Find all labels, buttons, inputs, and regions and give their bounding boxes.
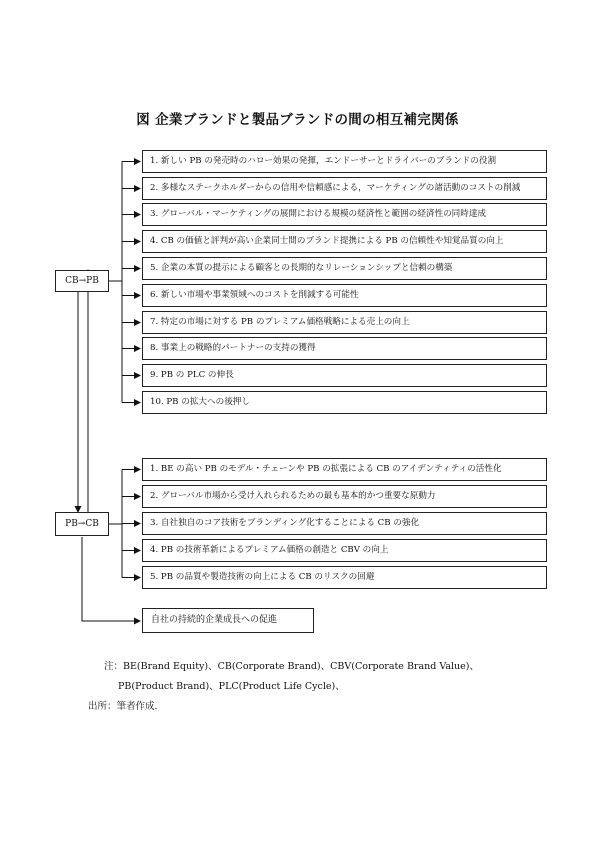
pb-to-cb-label: PB→CB: [65, 519, 99, 529]
pb-item-1: 1. BE の高い PB のモデル・チェーンや PB の拡張による CB のアイデンティティの活性化: [142, 458, 547, 481]
source-note: 出所：筆者作成.: [88, 701, 158, 712]
cb-item-7: 7. 特定の市場に対する PB のプレミアム価格戦略による売上の向上: [142, 311, 547, 334]
cb-item-6: 6. 新しい市場や事業領域へのコストを削減する可能性: [142, 284, 547, 307]
cb-item-10: 10. PB の拡大への後押し: [142, 391, 547, 414]
cb-item-8: 8. 事業上の戦略的パートナーの支持の獲得: [142, 337, 547, 360]
cb-item-9: 9. PB の PLC の伸長: [142, 364, 547, 387]
cb-to-pb-box: [55, 270, 109, 292]
pb-item-2: 2. グローバル市場から受け入れられるための最も基本的かつ重要な原動力: [142, 485, 547, 508]
figure-title: 図 企業ブランドと製品ブランドの間の相互補完関係: [136, 112, 459, 128]
pb-item-5: 5. PB の品質や製造技術の向上による CB のリスクの回避: [142, 566, 547, 589]
cb-item-1: 1. 新しい PB の発売時のハロー効果の発揮，エンドーサーとドライバーのブランドの役割: [142, 150, 547, 173]
cb-item-4: 4. CB の価値と評判が高い企業同士間のブランド提携による PB の信頼性や知覚品質の向上: [142, 230, 547, 253]
goal-box: 自社の持続的企業成長への促進: [142, 608, 314, 633]
note-line-2: PB(Product Brand)、PLC(Product Life Cycle)、: [118, 681, 345, 692]
cb-item-3: 3. グローバル・マーケティングの展開における規模の経済性と範囲の経済性の同時達成: [142, 203, 547, 226]
cb-to-pb-label: CB→PB: [65, 276, 99, 286]
pb-item-3: 3. 自社独自のコア技術をブランディング化することによる CB の強化: [142, 512, 547, 535]
goal-connector: [82, 537, 140, 621]
pb-item-4: 4. PB の技術革新によるプレミアム価格の創造と CBV の向上: [142, 539, 547, 562]
cb-item-5: 5. 企業の本質の提示による顧客との長期的なリレーションシップと信頼の構築: [142, 257, 547, 280]
note-line-1: 注：BE(Brand Equity)、CB(Corporate Brand)、CBV(Corporate Brand Value)、: [104, 661, 479, 672]
cb-item-2: 2. 多様なステークホルダーからの信用や信頼感による，マーケティングの諸活動のコストの削減: [142, 177, 547, 200]
pb-to-cb-box: [55, 512, 109, 536]
